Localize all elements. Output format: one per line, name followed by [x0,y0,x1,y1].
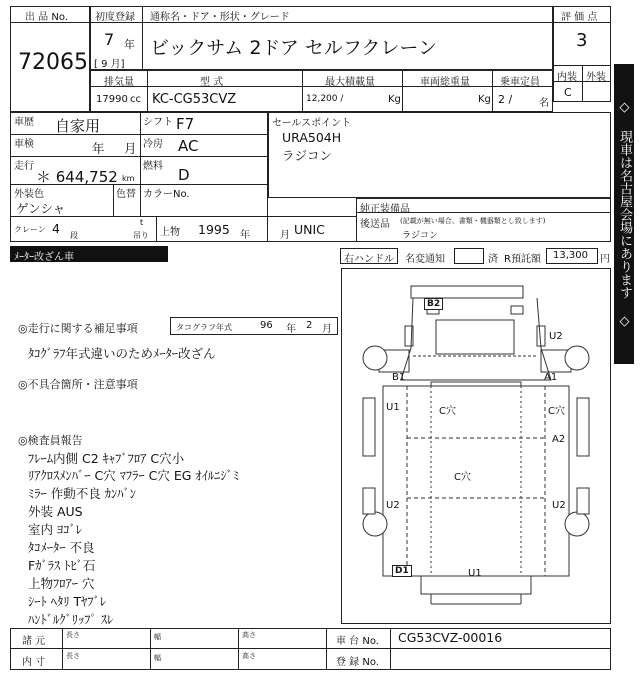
inspector-line: ﾀｺﾒｰﾀｰ 不良 [28,540,95,555]
first-reg-year-unit: 年 [124,38,135,51]
footer-div-2 [150,628,151,670]
crane-stages: 4 [52,221,60,236]
tacho-year-unit: 年 [286,324,296,335]
tacho-note: ﾀｺｸﾞﾗﾌ年式違いのためﾒｰﾀｰ改ざん [28,346,216,361]
tacho-year-label: タコグラフ年式 [176,323,232,332]
mount-maker: UNIC [294,222,325,237]
capacity-unit: 名 [539,98,549,109]
mileage-value: ＊ 644,752 [36,168,118,186]
inspector-line: 上物ﾌﾛｱｰ 穴 [28,576,95,591]
ac-value: AC [178,137,199,155]
grade-mid-divider [582,65,583,102]
right-hand-box: 右ハンドル [340,248,398,264]
damage-mark: C穴 [439,406,456,417]
capacity-label: 乗車定員 [500,77,540,88]
width-label-2: 幅 [154,654,161,662]
ac-label: 冷房 [143,139,163,150]
recycle-amount: 13,300 [553,250,588,261]
damage-mark: U2 [549,331,563,342]
score-label: 評 価 点 [561,12,598,23]
damage-mark: B2 [424,298,443,310]
location-banner-text: ◇ 現車は名古屋会場にあります ◇ [617,99,632,329]
first-reg-label: 初度登録 [95,12,135,23]
shift-value: F7 [176,115,195,133]
meter-tamper-banner: ﾒｰﾀｰ改ざん車 [10,246,168,262]
inspector-line: ﾊﾝﾄﾞﾙｸﾞﾘｯﾌﾟ ｽﾚ [28,612,114,627]
inspection-month: 月 [124,141,137,156]
registration-label: 登 録 No. [336,657,379,668]
displacement-unit: cc [130,94,141,105]
damage-mark: B1 [392,372,406,383]
first-reg-month: [ 9 月] [94,59,125,70]
inspection-year: 年 [92,141,105,156]
aftermarket-label: 後送品 [360,219,390,230]
mileage-label: 走行 [14,161,34,172]
fuel-value: D [178,166,190,184]
car-name: ビックサム 2ドア セルフクレーン [150,37,437,59]
crane-ton-unit: t [140,218,144,227]
footer-div-1 [62,628,63,670]
interior-grade-label: 内装 [557,72,577,83]
chassis-number: CG53CVZ-00016 [398,630,503,645]
chassis-label: 車 台 No. [336,636,379,647]
tacho-month-unit: 月 [322,324,332,335]
history-label: 車歴 [14,117,34,128]
damage-mark: D1 [392,565,412,577]
color-change-label: 色替 [116,189,136,200]
genuine-equipment-label: 純正装備品 [360,204,410,215]
crane-hoist-unit: 吊り [133,231,149,240]
inspector-line: 外装 AUS [28,504,83,519]
first-reg-year: 7 [104,30,115,49]
inspector-line: ﾘｱｸﾛｽﾒﾝﾊﾞｰ C穴 ﾏﾌﾗｰ C穴 EG ｵｲﾙﾆｼﾞﾐ [28,468,240,483]
damage-mark: A1 [544,372,558,383]
length-label-2: 長さ [66,652,80,660]
color-col-div-2 [140,184,141,216]
damage-mark: C穴 [454,472,471,483]
displacement-value: 17990 [96,94,128,105]
mileage-unit: km [122,174,135,183]
score-value: 3 [576,30,588,51]
damage-mark: C穴 [548,406,565,417]
history-value: 自家用 [55,117,101,135]
max-load-unit: Kg [388,94,401,105]
footer-div-4 [326,628,327,670]
gross-weight-unit: Kg [478,94,491,105]
color-col-div-1 [113,184,114,216]
exterior-grade-label: 外装 [586,72,606,83]
recycle-mark: 済 [488,254,498,265]
max-load-label: 最大積載量 [325,77,375,88]
dims-label: 諸 元 [22,636,46,647]
tacho-month: 2 [306,320,313,331]
tacho-section-title: ◎走行に関する補足事項 [18,322,138,335]
mount-row-line [156,216,356,217]
interior-grade: C [564,86,572,99]
mount-row-bottom [156,241,356,242]
name-change-box [454,248,484,264]
mount-month-unit: 月 [280,230,290,241]
car-name-label: 通称名・ドア・形状・グレード [150,12,290,23]
ext-color-label: 外装色 [14,189,44,200]
damage-mark: U2 [386,500,400,511]
max-load-value: 12,200 / [306,94,344,104]
height-label: 高さ [242,631,256,639]
model-label: 型 式 [200,77,224,88]
name-change-label: 名変通知 [405,254,445,265]
damage-mark: U1 [386,402,400,413]
color-code-label: カラーNo. [143,189,190,200]
mount-year-unit: 年 [240,230,250,241]
sales-point-line-2: ラジコン [282,148,333,163]
width-label: 幅 [154,633,161,641]
ext-color-value: ゲンシャ [16,201,66,216]
crane-stage-unit: 段 [70,231,78,240]
sales-point-label: セールスポイント [272,118,352,129]
mount-year: 1995 [198,222,230,237]
fuel-label: 燃料 [143,161,163,172]
footer-div-5 [390,628,391,670]
details-row-3 [10,156,268,157]
details-row-2 [10,134,268,135]
inspection-label: 車検 [14,139,34,150]
model-value: KC-CG53CVZ [152,92,237,107]
length-label: 長さ [66,631,80,639]
mount-div [156,216,157,242]
capacity-value: 2 / [498,93,513,106]
recycle-unit: 円 [600,254,610,265]
inspector-line: Fｶﾞﾗｽ ﾄﾋﾞ石 [28,558,96,573]
tacho-year: 96 [260,320,273,331]
aftermarket-note: (記載が無い場合、書類・機器類とし致します) [400,217,546,225]
footer-div-3 [238,628,239,670]
interior-size-label: 内 寸 [22,657,46,668]
displacement-label: 排気量 [104,77,134,88]
height-label-2: 高さ [242,652,256,660]
footer-box [10,628,611,670]
inspector-line: ﾐﾗｰ 作動不良 ｶﾝﾊﾞﾝ [28,486,136,501]
inspector-line: 室内 ﾖｺﾞﾚ [28,522,82,537]
mount-label: 上物 [160,227,180,238]
inspector-line: ﾌﾚｰﾑ内側 C2 ｷｬﾌﾞﾌﾛｱ C穴小 [28,451,185,466]
damage-mark: U1 [468,568,482,579]
damage-mark: U2 [552,500,566,511]
crane-label: クレーン [14,225,46,234]
footer-mid-line [10,648,611,649]
gross-weight-label: 車両総重量 [420,77,470,88]
recycle-label: R預託額 [504,254,541,265]
sales-point-line-1: URA504H [282,130,342,145]
lot-number: 72065 [18,50,88,75]
inspector-line: ｼｰﾄ ﾍﾀﾘ Tﾔﾌﾞﾚ [28,594,107,609]
defects-section-title: ◎不具合箇所・注意事項 [18,378,138,391]
aftermarket-value: ラジコン [402,231,439,241]
lot-label: 出 品 No. [25,12,68,23]
damage-mark: A2 [552,434,566,445]
shift-label: シフト [143,117,173,128]
inspector-section-title: ◎検査員報告 [18,434,83,447]
